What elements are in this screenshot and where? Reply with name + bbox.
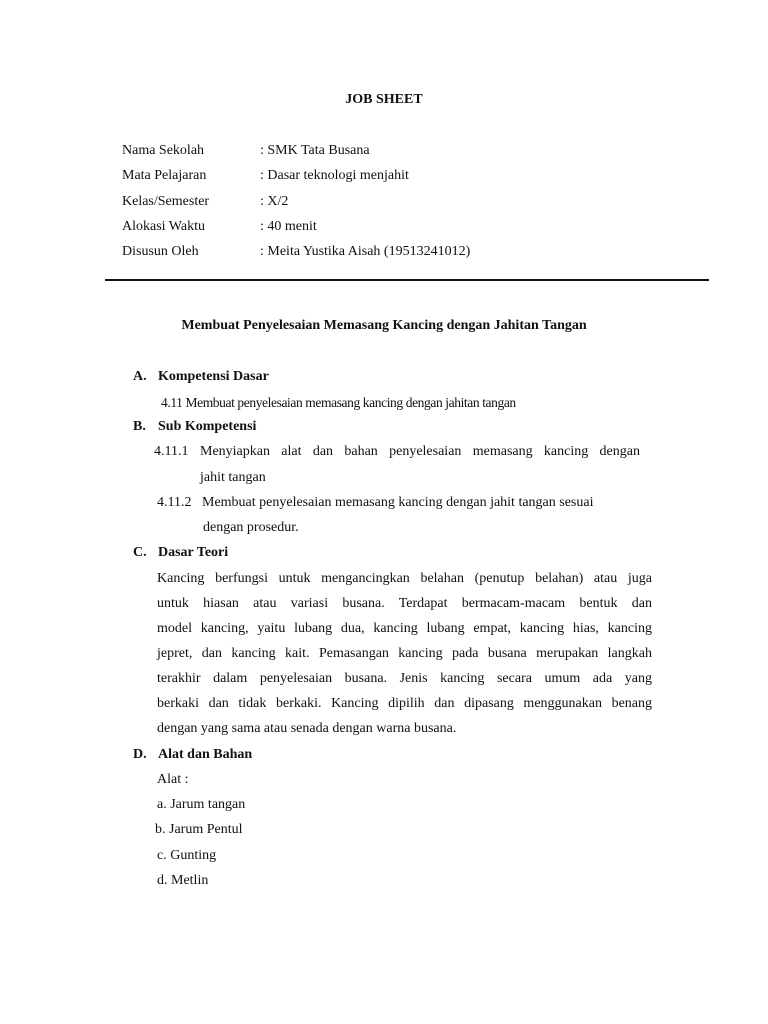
info-row-nama-sekolah [122,141,470,166]
section-b-item-2-number: 4.11.2 [157,495,192,510]
section-b-item-1-number: 4.11.1 [154,444,189,459]
section-b-item-1-line-2: jahit tangan [200,470,266,485]
document-subtitle: Membuat Penyelesaian Memasang Kancing dengan Jahitan Tangan [181,318,587,333]
section-c-paragraph-line: dengan yang sama atau senada dengan warna busana. [157,721,457,736]
section-c-paragraph-line: berkaki dan tidak berkaki. Kancing dipilih dan dipasang menggunakan benang [157,696,652,711]
section-d-list-item: d. Metlin [157,873,209,888]
section-b-letter: B. [133,419,146,434]
section-c-paragraph-line: terakhir dalam penyelesaian busana. Jenis kancing secara umum ada yang [157,671,652,686]
section-d-list-item: c. Gunting [157,848,217,863]
section-c-paragraph-line: untuk hiasan atau variasi busana. Terdapat bermacam-macam bentuk dan [157,596,652,611]
section-c-paragraph-line: model kancing, yaitu lubang dua, kancing lubang empat, kancing hias, kancing [157,621,652,636]
info-label: Alokasi Waktu [122,218,205,234]
info-row-alokasi-waktu [122,217,470,242]
document-title: JOB SHEET [345,92,423,107]
info-label: Mata Pelajaran [122,168,207,184]
info-row-kelas-semester [122,192,470,217]
info-value: : SMK Tata Busana [260,143,370,158]
section-a-letter: A. [133,369,147,384]
section-b-item-2-line-2: dengan prosedur. [203,520,299,535]
info-value: : Meita Yustika Aisah (19513241012) [260,244,471,260]
section-c-title: Dasar Teori [158,545,229,560]
info-label: Disusun Oleh [122,244,199,260]
info-value: : Dasar teknologi menjahit [260,168,409,184]
section-d-list-item: b. Jarum Pentul [155,822,243,837]
info-row-mata-pelajaran [122,166,470,191]
section-a-item: 4.11 Membuat penyelesaian memasang kancing dengan jahitan tangan [161,395,516,410]
section-b-title: Sub Kompetensi [158,419,257,434]
section-d-sublabel: Alat : [157,772,189,787]
section-c-paragraph-line: Kancing berfungsi untuk mengancingkan belahan (penutup belahan) atau juga [157,571,652,586]
section-d-letter: D. [133,747,147,762]
info-value: : X/2 [260,193,289,209]
info-table [122,141,470,267]
header-divider [105,279,709,281]
section-c-paragraph-line: jepret, dan kancing kait. Pemasangan kancing pada busana merupakan langkah [157,646,652,661]
section-d-list-item: a. Jarum tangan [157,797,246,812]
section-b-item-2-line-1: Membuat penyelesaian memasang kancing dengan jahit tangan sesuai [202,495,594,510]
info-label: Nama Sekolah [122,143,205,158]
section-d-title: Alat dan Bahan [158,747,253,762]
info-value: : 40 menit [260,218,317,234]
section-c-letter: C. [133,545,147,560]
section-b-item-1-line-1: Menyiapkan alat dan bahan penyelesaian memasang kancing dengan [200,444,640,459]
info-row-disusun-oleh [122,242,470,267]
section-a-title: Kompetensi Dasar [158,369,269,384]
info-label: Kelas/Semester [122,193,210,209]
